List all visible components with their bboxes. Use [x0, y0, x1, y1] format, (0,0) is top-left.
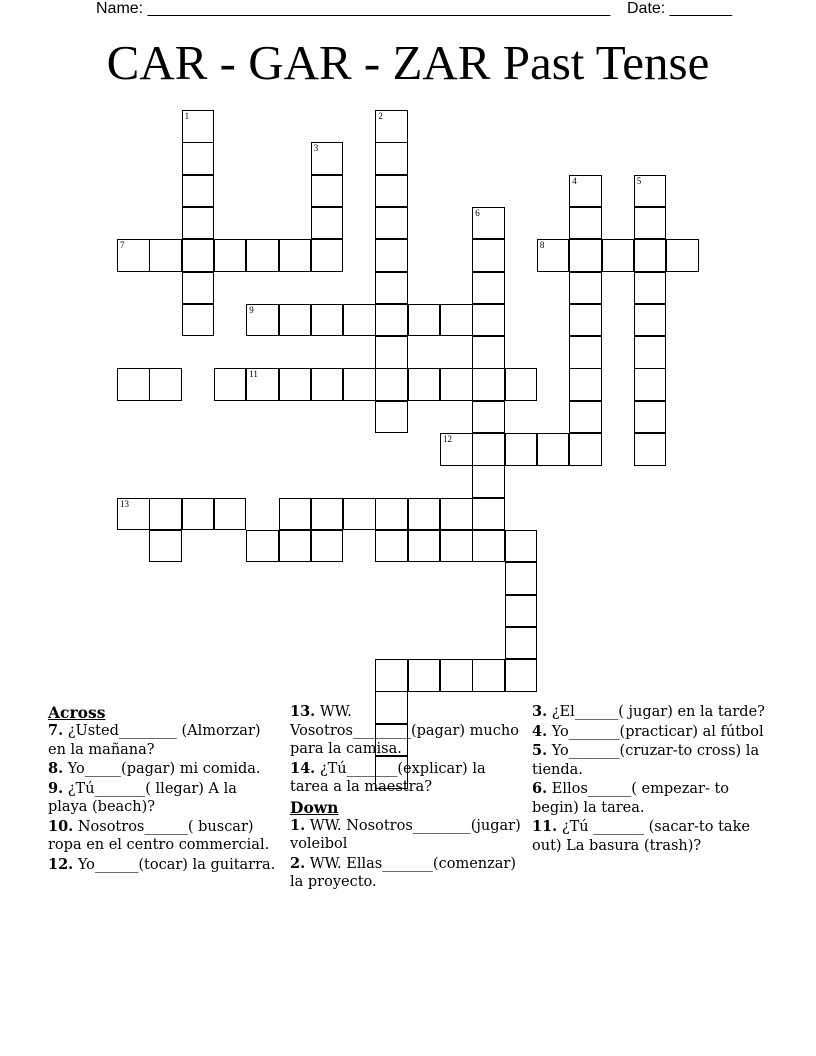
clue-number: 1.: [290, 816, 306, 834]
grid-cell[interactable]: [182, 110, 215, 143]
across-heading: Across: [48, 703, 106, 722]
clue-text: ¿Tú _______ (sacar-to take out) La basura (trash)?: [532, 819, 750, 854]
grid-cell[interactable]: [214, 498, 247, 531]
grid-cell[interactable]: [569, 304, 602, 337]
grid-cell[interactable]: [246, 304, 279, 337]
grid-cell[interactable]: [666, 239, 699, 272]
grid-cell[interactable]: [472, 659, 505, 692]
grid-cell[interactable]: [505, 659, 538, 692]
grid-cell[interactable]: [182, 304, 215, 337]
grid-cell[interactable]: [311, 142, 344, 175]
grid-cell[interactable]: [505, 562, 538, 595]
grid-cell[interactable]: [375, 175, 408, 208]
grid-cell[interactable]: [279, 239, 312, 272]
clue-number-label: 7: [120, 240, 125, 251]
grid-cell[interactable]: [182, 239, 215, 272]
clue-text: WW. Vosotros________(pagar) mucho para la camisa.: [290, 704, 519, 757]
grid-cell[interactable]: [537, 433, 570, 466]
down-clue: [532, 703, 772, 722]
grid-cell[interactable]: [311, 304, 344, 337]
grid-cell[interactable]: [279, 368, 312, 401]
clue-column-1: [48, 703, 280, 875]
grid-cell[interactable]: [634, 207, 667, 240]
grid-cell[interactable]: [343, 304, 376, 337]
clue-text: ¿El______( jugar) en la tarde?: [547, 704, 765, 720]
clue-number: 9.: [48, 779, 64, 797]
grid-cell[interactable]: [505, 433, 538, 466]
grid-cell[interactable]: [149, 239, 182, 272]
grid-cell[interactable]: [375, 142, 408, 175]
grid-cell[interactable]: [279, 530, 312, 563]
grid-cell[interactable]: [375, 304, 408, 337]
across-clue: [48, 722, 280, 759]
across-clue: [48, 818, 280, 855]
grid-cell[interactable]: [311, 207, 344, 240]
clue-number-label: 8: [539, 240, 545, 251]
grid-cell[interactable]: [505, 595, 538, 628]
grid-cell[interactable]: [634, 175, 667, 208]
grid-cell[interactable]: [408, 498, 441, 531]
clue-number: 5.: [532, 742, 548, 759]
grid-cell[interactable]: [311, 368, 344, 401]
grid-cell[interactable]: [311, 498, 344, 531]
grid-cell[interactable]: [440, 433, 473, 466]
down-clue: [532, 742, 772, 779]
grid-cell[interactable]: [214, 368, 247, 401]
clue-number: 13.: [290, 703, 316, 720]
grid-cell[interactable]: [472, 239, 505, 272]
clue-text: Yo_______(practicar) al fútbol: [547, 723, 764, 740]
grid-cell[interactable]: [440, 530, 473, 563]
grid-cell[interactable]: [634, 304, 667, 337]
clue-text: ¿Usted________ (Almorzar) en la mañana?: [48, 723, 261, 758]
down-clue: [290, 817, 522, 854]
grid-cell[interactable]: [343, 368, 376, 401]
grid-cell[interactable]: [182, 498, 215, 531]
clue-number: 6.: [532, 780, 548, 797]
grid-cell[interactable]: [440, 498, 473, 531]
grid-cell[interactable]: [408, 304, 441, 337]
grid-cell[interactable]: [505, 627, 538, 660]
grid-cell[interactable]: [408, 659, 441, 692]
grid-cell[interactable]: [472, 207, 505, 240]
clue-text: ¿Tú_______( llegar) A la playa (beach)?: [48, 780, 237, 815]
grid-cell[interactable]: [634, 336, 667, 369]
grid-cell[interactable]: [440, 304, 473, 337]
clue-number-label: 9: [249, 304, 254, 315]
grid-cell[interactable]: [472, 465, 505, 498]
grid-cell[interactable]: [117, 239, 150, 272]
grid-cell[interactable]: [472, 530, 505, 563]
grid-cell[interactable]: [569, 239, 602, 272]
down-clue: [532, 780, 772, 817]
clue-number: 2.: [290, 854, 306, 872]
grid-cell[interactable]: [472, 498, 505, 531]
clue-text: Yo_______(cruzar-to cross) la tienda.: [532, 743, 760, 778]
grid-cell[interactable]: [569, 207, 602, 240]
grid-cell[interactable]: [634, 433, 667, 466]
clue-number-label: 3: [313, 143, 319, 154]
clue-number-label: 4: [572, 175, 577, 186]
clue-number: 10.: [48, 817, 74, 835]
clue-text: WW. Ellas_______(comenzar) la proyecto.: [290, 855, 516, 890]
grid-cell[interactable]: [246, 530, 279, 563]
grid-cell[interactable]: [472, 304, 505, 337]
grid-cell[interactable]: [634, 368, 667, 401]
clue-text: ¿Tú_______(explicar) la tarea a la maestra?: [290, 760, 486, 795]
grid-cell[interactable]: [375, 659, 408, 692]
grid-cell[interactable]: [569, 433, 602, 466]
grid-cell[interactable]: [182, 142, 215, 175]
grid-cell[interactable]: [117, 368, 150, 401]
grid-cell[interactable]: [311, 175, 344, 208]
grid-cell[interactable]: [375, 272, 408, 305]
grid-cell[interactable]: [117, 498, 150, 531]
grid-cell[interactable]: [149, 530, 182, 563]
clue-number-label: 6: [475, 207, 480, 218]
clue-number-label: 11: [249, 369, 258, 380]
across-clue: [290, 703, 522, 759]
across-clue: [290, 760, 522, 797]
down-heading: Down: [290, 797, 339, 817]
grid-cell[interactable]: [375, 401, 408, 434]
down-clue: [532, 723, 772, 742]
grid-cell[interactable]: [182, 175, 215, 208]
grid-cell[interactable]: [214, 239, 247, 272]
clue-number-label: 1: [184, 111, 190, 121]
grid-cell[interactable]: [634, 272, 667, 305]
grid-cell[interactable]: [440, 368, 473, 401]
clue-text: WW. Nosotros________(jugar) voleibol: [290, 817, 521, 852]
grid-cell[interactable]: [408, 368, 441, 401]
grid-cell[interactable]: [279, 304, 312, 337]
grid-cell[interactable]: [472, 433, 505, 466]
clue-number-label: 2: [378, 111, 383, 121]
grid-cell[interactable]: [375, 207, 408, 240]
across-clue: [48, 856, 280, 875]
grid-cell[interactable]: [182, 207, 215, 240]
grid-cell[interactable]: [375, 530, 408, 563]
grid-cell[interactable]: [375, 239, 408, 272]
grid-cell[interactable]: [537, 239, 570, 272]
clue-number: 12.: [48, 855, 74, 873]
grid-cell[interactable]: [440, 659, 473, 692]
grid-cell[interactable]: [343, 498, 376, 531]
clue-column-3: [532, 703, 772, 856]
clue-column-2: [290, 703, 522, 893]
clue-number: 8.: [48, 760, 64, 777]
grid-cell[interactable]: [311, 239, 344, 272]
clue-text: Yo______(tocar) la guitarra.: [73, 856, 276, 873]
clue-number-label: 12: [443, 434, 452, 444]
clue-number: 7.: [48, 722, 64, 739]
grid-cell[interactable]: [149, 368, 182, 401]
grid-cell[interactable]: [569, 368, 602, 401]
page-title: CAR - GAR - ZAR Past Tense: [106, 35, 710, 90]
grid-cell[interactable]: [602, 239, 635, 272]
grid-cell[interactable]: [311, 530, 344, 563]
grid-cell[interactable]: [472, 401, 505, 434]
clue-number-label: 5: [636, 175, 642, 186]
grid-cell[interactable]: [569, 272, 602, 305]
grid-cell[interactable]: [472, 336, 505, 369]
name-field-label[interactable]: Name: ____________________________________________________: [96, 0, 611, 17]
grid-cell[interactable]: [472, 368, 505, 401]
grid-cell[interactable]: [246, 368, 279, 401]
clue-number: 14.: [290, 759, 316, 777]
across-clue: [48, 760, 280, 779]
grid-cell[interactable]: [505, 530, 538, 563]
date-field-label[interactable]: Date: _______: [627, 0, 732, 17]
clue-number: 11.: [532, 818, 558, 835]
grid-cell[interactable]: [375, 368, 408, 401]
grid-cell[interactable]: [569, 336, 602, 369]
grid-cell[interactable]: [505, 368, 538, 401]
grid-cell[interactable]: [634, 401, 667, 434]
grid-cell[interactable]: [375, 110, 408, 143]
clue-text: Nosotros______( buscar) ropa en el centro commercial.: [48, 818, 270, 853]
down-clue: [532, 818, 772, 855]
grid-cell[interactable]: [569, 401, 602, 434]
grid-cell[interactable]: [375, 336, 408, 369]
grid-cell[interactable]: [375, 498, 408, 531]
grid-cell[interactable]: [634, 239, 667, 272]
grid-cell[interactable]: [182, 272, 215, 305]
clue-number: 3.: [532, 703, 548, 720]
across-clue: [48, 780, 280, 817]
clue-number: 4.: [532, 722, 548, 740]
clue-number-label: 13: [120, 498, 129, 509]
grid-cell[interactable]: [246, 239, 279, 272]
clue-text: Ellos______( empezar- to begin) la tarea.: [532, 781, 730, 816]
grid-cell[interactable]: [279, 498, 312, 531]
grid-cell[interactable]: [149, 498, 182, 531]
down-clue: [290, 855, 522, 892]
clue-text: Yo_____(pagar) mi comida.: [63, 761, 261, 777]
grid-cell[interactable]: [472, 272, 505, 305]
grid-cell[interactable]: [408, 530, 441, 563]
grid-cell[interactable]: [569, 175, 602, 208]
